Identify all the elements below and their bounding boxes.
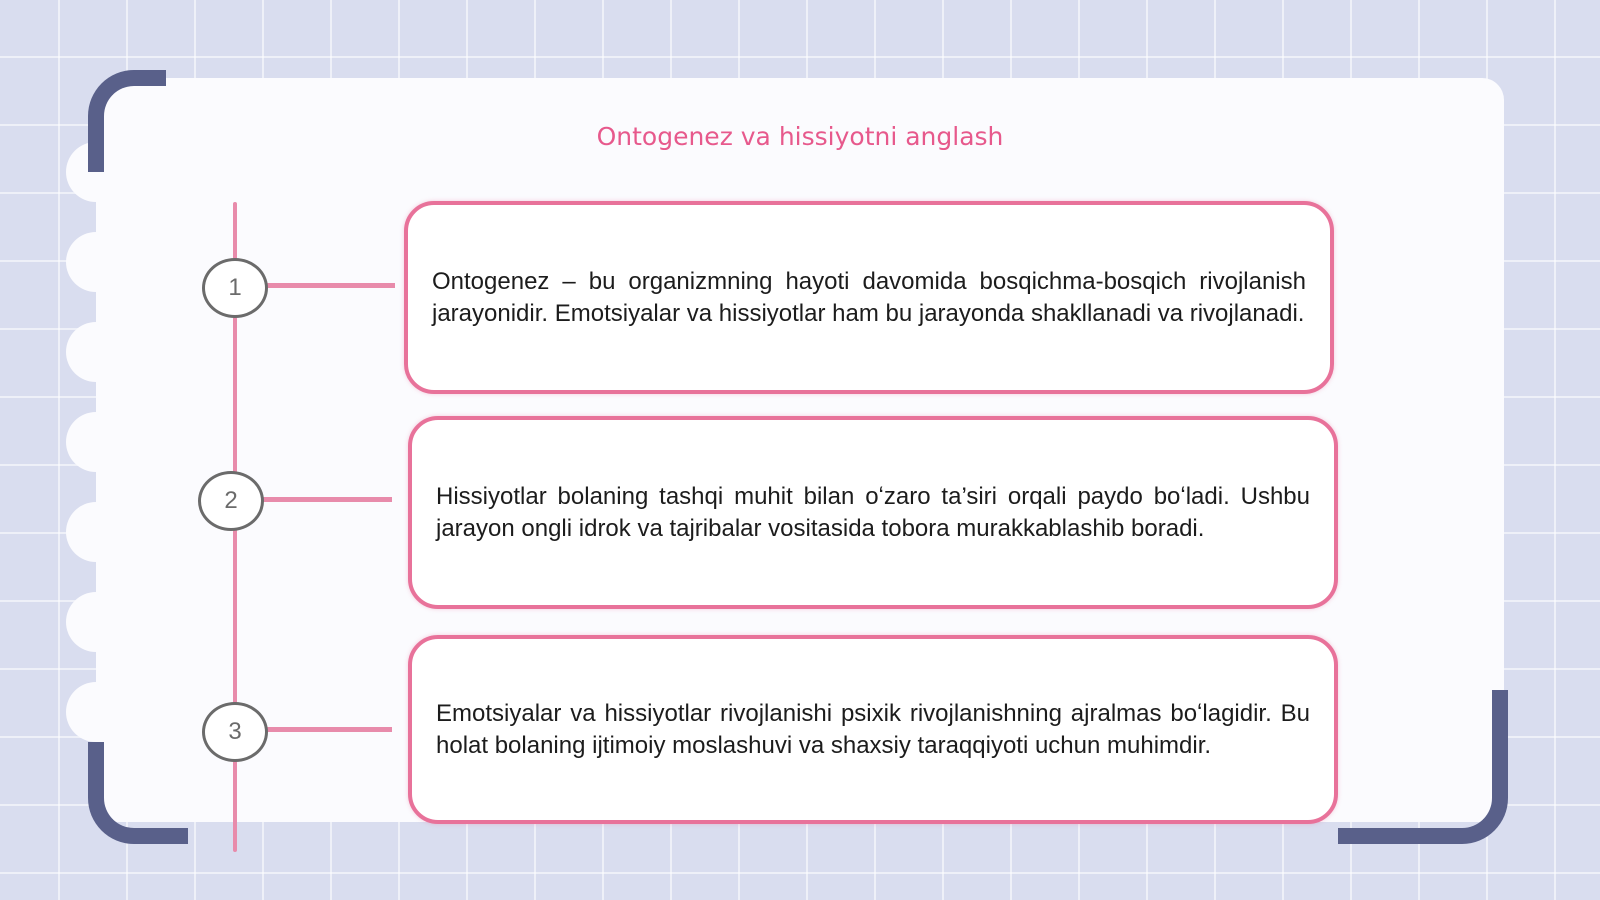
slide-title: Ontogenez va hissiyotni anglash (596, 122, 1004, 151)
page-edge-scallop (66, 412, 126, 472)
step-card-1 (404, 201, 1334, 394)
page-edge-scallop (66, 592, 126, 652)
step-card-3 (408, 635, 1338, 824)
page-edge-scallop (66, 502, 126, 562)
step-card-text: Hissiyotlar bolaning tashqi muhit bilan oʻzaro ta’siri orqali paydo boʻladi. Ushbu jarayon ongli idrok va tajribalar vositasida tobora murakkablashib boradi. (436, 482, 1310, 542)
page-edge-scallop (66, 682, 126, 742)
timeline-connector (262, 727, 392, 732)
timeline-connector (262, 283, 395, 288)
step-number-1: 1 (202, 258, 268, 318)
step-card-text: Ontogenez – bu organizmning hayoti davomida bosqichma-bosqich rivojlanish jarayonidir. Emotsiyalar va hissiyotlar ham bu jarayonda shakllanadi va rivojlanadi. (432, 267, 1306, 327)
step-number-3: 3 (202, 702, 268, 762)
step-card-text: Emotsiyalar va hissiyotlar rivojlanishi psixik rivojlanishning ajralmas boʻlagidir. Bu holat bolaning ijtimoiy moslashuvi va shaxsiy taraqqiyoti uchun muhimdir. (436, 699, 1310, 759)
corner-bracket-bottom-left (88, 742, 188, 844)
corner-bracket-bottom-right (1338, 690, 1508, 844)
page-edge-scallop (66, 232, 126, 292)
timeline-connector (262, 497, 392, 502)
step-card-2 (408, 416, 1338, 609)
page-edge-scallop (66, 322, 126, 382)
corner-bracket-top-left (88, 70, 166, 172)
step-number-2: 2 (198, 471, 264, 531)
